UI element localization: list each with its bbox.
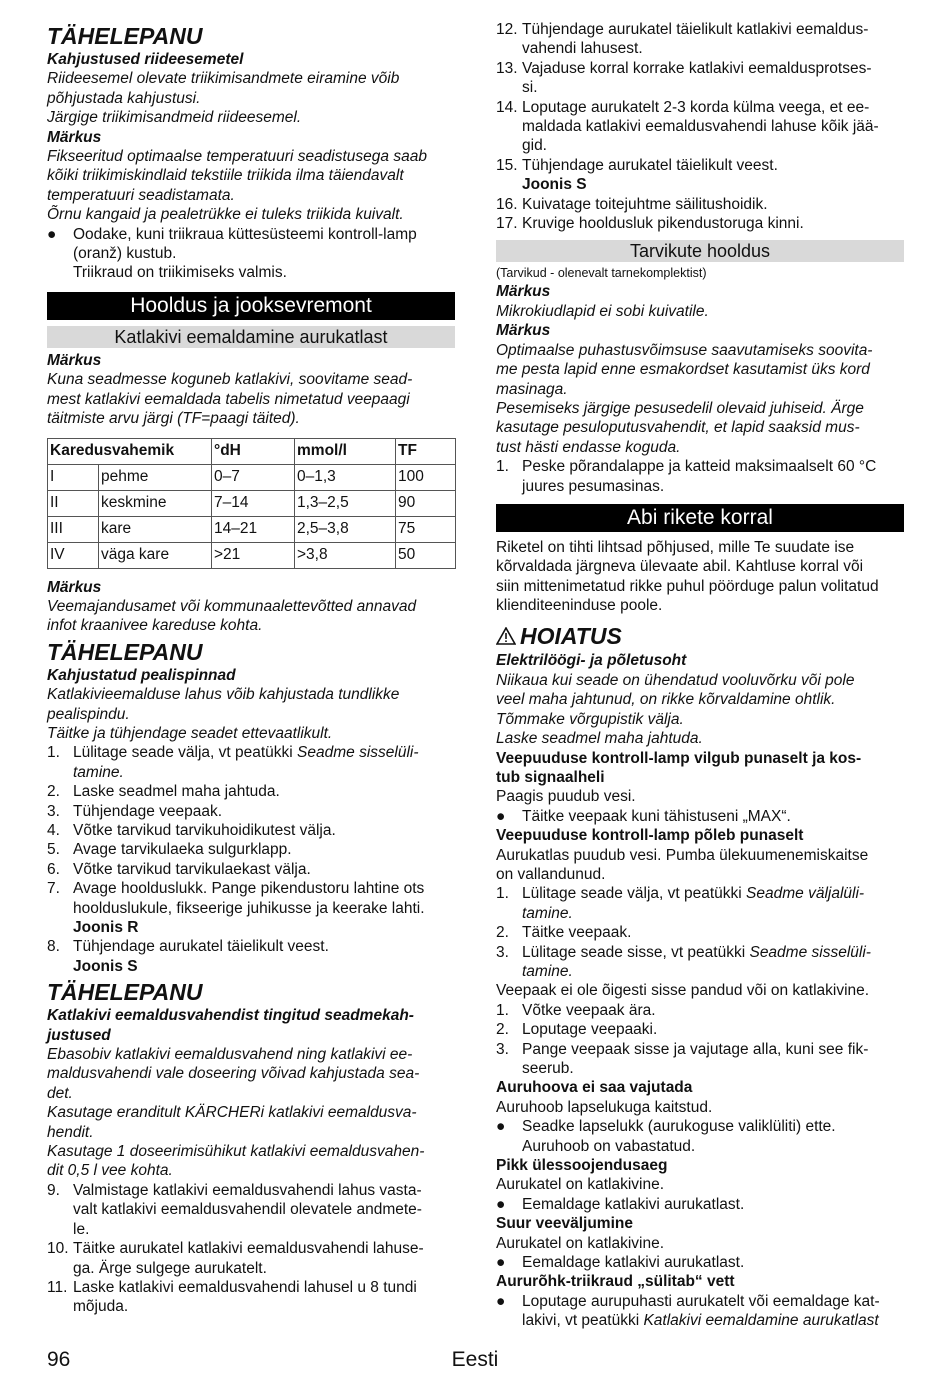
text-line: Lülitage seade sisse, vt peatükki <box>522 943 746 961</box>
table-cell: kare <box>99 516 212 542</box>
warning-subtitle: justused <box>47 1026 111 1044</box>
warning-subtitle: Elektrilöögi- ja põletusoht <box>496 652 687 670</box>
step-number: 16. <box>496 195 518 213</box>
list-item <box>496 923 904 942</box>
list-item <box>496 98 904 156</box>
text-line: masinaga. <box>496 380 568 398</box>
chapter-reference: Katlakivi eemaldamine aurukatlast <box>643 1312 879 1330</box>
subsection-heading: Tarvikute hooldus <box>496 240 904 262</box>
list-item <box>47 782 455 801</box>
problem-heading: Veepuuduse kontroll-lamp põleb punaselt <box>496 827 804 845</box>
list-item <box>496 943 904 982</box>
problem-heading: tub signaalheli <box>496 768 605 786</box>
text-line: Laske katlakivi eemaldusvahendi lahusel u 8 tundi <box>73 1278 417 1296</box>
warning-heading: TÄHELEPANU <box>47 23 203 49</box>
text-line: Riketel on tihti lihtsad põhjused, mille Te suudate ise <box>496 538 855 556</box>
text-line: temperatuuri seadistamata. <box>47 186 235 204</box>
text-line: Tühjendage veepaak. <box>73 802 223 820</box>
text-line: Pange veepaak sisse ja vajutage alla, kuni see fik- <box>522 1040 869 1058</box>
table-cell: 0–7 <box>212 464 295 490</box>
text-line: hoolduslukule, fikseerige juhikusse ja keerake lahti. <box>73 899 425 917</box>
step-number: 1. <box>496 885 509 903</box>
list-item <box>47 821 455 840</box>
text-line: Riideesemel olevate triikimisandmete eiramine võib <box>47 70 400 88</box>
table-header-row <box>48 438 456 464</box>
list-item <box>496 195 904 214</box>
table-cell: II <box>48 490 99 516</box>
text-line: Auruhoob on vabastatud. <box>522 1137 696 1155</box>
table-cell: IV <box>48 542 99 568</box>
text-line: maldusvahendi vale doseering võivad kahjustada sea- <box>47 1065 420 1083</box>
text-line: Optimaalse puhastusvõimsuse saavutamiseks soovita- <box>496 341 873 359</box>
list-item <box>47 743 455 782</box>
text-line: Täitke aurukatel katlakivi eemaldusvahendi lahuse- <box>73 1240 424 1258</box>
section-heading: Abi rikete korral <box>496 504 904 532</box>
text-line: juures pesumasinas. <box>522 477 665 495</box>
step-number: 5. <box>47 841 60 859</box>
step-number: 2. <box>496 1021 509 1039</box>
right-column <box>496 20 904 1331</box>
list-item <box>496 1001 904 1020</box>
table-row <box>48 542 456 568</box>
step-number: 11. <box>47 1278 68 1296</box>
list-item <box>496 457 904 496</box>
text-line: maldada katlakivi eemaldusvahendi lahuse kõik jää- <box>522 118 879 136</box>
step-number: 1. <box>47 744 60 762</box>
text-line: Veepaak ei ole õigesti sisse pandud või on katlakivine. <box>496 982 870 1000</box>
table-cell: 75 <box>396 516 456 542</box>
table-cell: 90 <box>396 490 456 516</box>
text-line: Niikaua kui seade on ühendatud vooluvõrku või pole <box>496 671 855 689</box>
warning-subtitle: Kahjustused riideesemetel <box>47 51 244 68</box>
text-line: det. <box>47 1084 73 1102</box>
table-cell: >21 <box>212 542 295 568</box>
step-number: 7. <box>47 880 60 898</box>
figure-reference: Joonis S <box>522 176 587 194</box>
text-line: Aurukatlas puudub vesi. Pumba ülekuumenemiskaitse <box>496 846 869 864</box>
table-header: TF <box>396 438 456 464</box>
table-cell: I <box>48 464 99 490</box>
text-line: Katlakivieemalduse lahus võib kahjustada tundlikke <box>47 686 400 704</box>
text-line: kõrvaldada järgneva ülevaate abil. Kahtluse korral või <box>496 558 864 576</box>
bullet-item <box>496 1195 904 1214</box>
text-line: dit 0,5 l vee kohta. <box>47 1162 173 1180</box>
text-line: veel maha jahtunud, on rikke kõrvaldamine ohtlik. <box>496 691 836 709</box>
table-row <box>48 464 456 490</box>
table-cell: 1,3–2,5 <box>295 490 396 516</box>
text-line: Veemajandusamet või kommunaalettevõtted annavad <box>47 597 417 615</box>
text-line: Paagis puudub vesi. <box>496 788 636 806</box>
bullet-item <box>47 225 455 283</box>
hardness-table <box>47 438 456 569</box>
chapter-reference: Seadme sisselüli- <box>745 943 871 961</box>
text-line: Eemaldage katlakivi aurukatlast. <box>522 1195 745 1213</box>
step-number: 6. <box>47 860 60 878</box>
text-line: Võtke veepaak ära. <box>522 1001 656 1019</box>
table-cell: 0–1,3 <box>295 464 396 490</box>
text-line: Võtke tarvikud tarvikuhoidikutest välja. <box>73 821 336 839</box>
subsection-heading: Katlakivi eemaldamine aurukatlast <box>47 326 455 348</box>
page-number: 96 <box>47 1348 71 1371</box>
step-number: 14. <box>496 98 518 116</box>
text-line: Täitke ja tühjendage seadet ettevaatlikult. <box>47 724 333 742</box>
text-line: Tühjendage aurukatel täielikult veest. <box>73 938 329 956</box>
list-item <box>47 840 455 859</box>
table-cell: 50 <box>396 542 456 568</box>
text-line: Kruvige hooldusluk pikendustoruga kinni. <box>522 215 804 233</box>
table-cell: keskmine <box>99 490 212 516</box>
text-line: mõjuda. <box>73 1298 129 1316</box>
step-number: 8. <box>47 938 60 956</box>
table-cell: pehme <box>99 464 212 490</box>
text-line: Kuna seadmesse koguneb katlakivi, soovitame sead- <box>47 371 413 389</box>
text-line: Õrnu kangaid ja pealetrükke ei tuleks triikida kuivalt. <box>47 206 404 224</box>
bullet-icon: ● <box>496 807 506 825</box>
text-line: Tühjendage aurukatel täielikult katlakivi eemaldus- <box>522 21 869 38</box>
list-item <box>496 884 904 923</box>
table-header: °dH <box>212 438 295 464</box>
table-cell: 14–21 <box>212 516 295 542</box>
problem-heading: Aururõhk-triikraud „sülitab“ vett <box>496 1273 735 1291</box>
bullet-icon: ● <box>47 225 57 243</box>
note-label: Märkus <box>47 128 102 146</box>
text-line: Loputage aurukatelt 2-3 korda külma veega, et ee- <box>522 98 870 116</box>
warning-subtitle: Kahjustatud pealispinnad <box>47 666 236 684</box>
table-cell: 2,5–3,8 <box>295 516 396 542</box>
text-line: pealispindu. <box>47 705 130 723</box>
text-line: Võtke tarvikud tarvikulaekast välja. <box>73 860 311 878</box>
text-line: Eemaldage katlakivi aurukatlast. <box>522 1254 745 1272</box>
text-line: kõiki triikimiskindlaid tekstiile triikida ilma täiendavalt <box>47 167 404 185</box>
list-item <box>496 1040 904 1079</box>
table-row <box>48 490 456 516</box>
warning-title: HOIATUS <box>520 622 622 649</box>
text-line: Aurukatel on katlakivine. <box>496 1234 665 1252</box>
bullet-item <box>496 807 904 826</box>
step-number: 3. <box>496 1040 509 1058</box>
text-line: Valmistage katlakivi eemaldusvahendi lahus vasta- <box>73 1181 422 1199</box>
warning-subtitle: Katlakivi eemaldusvahendist tingitud seadmekah- <box>47 1007 414 1025</box>
step-number: 9. <box>47 1181 60 1199</box>
text-line: Lülitage seade välja, vt peatükki <box>73 744 293 762</box>
table-row <box>48 516 456 542</box>
chapter-reference: tamine. <box>522 962 573 980</box>
text-line: tust hästi endasse koguda. <box>496 438 681 456</box>
text-line: Täitke veepaak. <box>522 924 632 942</box>
text-line: (oranž) kustub. <box>73 245 177 263</box>
step-number: 1. <box>496 458 509 476</box>
text-line: valt katlakivi eemaldusvahendil olevatele andmete- <box>73 1201 422 1219</box>
warning-triangle-icon <box>496 623 520 651</box>
text-line: Auruhoob lapselukuga kaitstud. <box>496 1098 713 1116</box>
text-line: Pesemiseks järgige pesusedelil olevaid juhiseid. Ärge <box>496 399 864 417</box>
table-cell: III <box>48 516 99 542</box>
text-line: me pesta lapid enne esmakordset kasutamist üks kord <box>496 361 870 379</box>
step-number: 4. <box>47 821 60 839</box>
chapter-reference: Seadme väljalüli- <box>741 885 865 903</box>
bullet-icon: ● <box>496 1118 506 1136</box>
text-line: Aurukatel on katlakivine. <box>496 1176 665 1194</box>
step-number: 1. <box>496 1001 509 1019</box>
list-item <box>496 59 904 98</box>
list-item <box>47 937 455 976</box>
text-line: Seadke lapselukk (aurukoguse valiklüliti) ette. <box>522 1118 836 1136</box>
text-line: Täitke veepaak kuni tähistuseni „MAX“. <box>522 807 791 825</box>
table-header: Karedusvahemik <box>48 438 212 464</box>
text-line: Lülitage seade välja, vt peatükki <box>522 885 742 903</box>
text-line: seerub. <box>522 1060 574 1078</box>
step-number: 3. <box>47 802 60 820</box>
text-line: Kasutage 1 doseerimisühikut katlakivi eemaldusvahen- <box>47 1143 425 1161</box>
text-line: Peske põrandalappe ja katteid maksimaalselt 60 °C <box>522 458 877 476</box>
text-line: klienditeeninduse poole. <box>496 597 663 615</box>
warning-heading: TÄHELEPANU <box>47 979 203 1006</box>
text-line: kasutage pesuloputusvahendit, et lapid saaksid mus- <box>496 419 860 437</box>
text-line: Kasutage eranditult KÄRCHERi katlakivi eemaldusva- <box>47 1104 417 1122</box>
list-item <box>47 879 455 937</box>
problem-heading: Pikk ülessoojendusaeg <box>496 1157 668 1175</box>
warning-heading: TÄHELEPANU <box>47 638 203 665</box>
text-line: Laske seadmel maha jahtuda. <box>496 730 703 748</box>
bullet-item <box>496 1292 904 1331</box>
text-line: Tühjendage aurukatel täielikult veest. <box>522 156 778 174</box>
list-item <box>496 20 904 59</box>
text-line: Oodake, kuni triikraua küttesüsteemi kontroll-lamp <box>73 225 417 243</box>
text-line: Kuivatage toitejuhtme säilitushoidik. <box>522 195 768 213</box>
list-item <box>47 1181 455 1239</box>
step-number: 3. <box>496 943 509 961</box>
table-cell: väga kare <box>99 542 212 568</box>
list-item <box>496 1020 904 1039</box>
text-line: mest katlakivi eemaldada tabelis nimetatud veepaagi <box>47 390 410 408</box>
note-label: Märkus <box>496 283 551 301</box>
text-line: Fikseeritud optimaalse temperatuuri seadistusega saab <box>47 148 427 166</box>
text-line: Triikraud on triikimiseks valmis. <box>73 264 287 282</box>
text-line: hendit. <box>47 1123 94 1141</box>
section-heading: Hooldus ja jooksevremont <box>47 292 455 320</box>
list-item <box>47 1278 455 1317</box>
note-label: Märkus <box>496 322 551 340</box>
list-item <box>496 214 904 233</box>
bullet-item <box>496 1253 904 1272</box>
chapter-reference: tamine. <box>522 904 573 922</box>
text-line: Mikrokiudlapid ei sobi kuivatile. <box>496 302 709 320</box>
table-cell: 100 <box>396 464 456 490</box>
text-line: Tõmmake võrgupistik välja. <box>496 710 684 728</box>
text-line: täitmiste arvu järgi (TF=paagi täited). <box>47 410 300 428</box>
bullet-icon: ● <box>496 1195 506 1213</box>
text-line: on vallandunud. <box>496 865 606 883</box>
language-label: Eesti <box>451 1348 499 1371</box>
table-cell: 7–14 <box>212 490 295 516</box>
text-line: ga. Ärge sulgege aurukatelt. <box>73 1259 267 1277</box>
text-line: Avage hoolduslukk. Pange pikendustoru lahtine ots <box>73 880 425 898</box>
text-line: le. <box>73 1220 90 1238</box>
list-item <box>47 1239 455 1278</box>
text-line: lakivi, vt peatükki <box>522 1312 644 1330</box>
step-number: 2. <box>496 924 509 942</box>
list-item <box>47 802 455 821</box>
list-item <box>496 156 904 195</box>
list-item <box>47 860 455 879</box>
text-line: Ebasobiv katlakivi eemaldusvahend ning katlakivi ee- <box>47 1046 413 1064</box>
step-number: 17. <box>496 215 518 233</box>
step-number: 13. <box>496 59 518 77</box>
chapter-reference: tamine. <box>73 763 124 781</box>
problem-heading: Suur veeväljumine <box>496 1215 633 1233</box>
problem-heading: Veepuuduse kontroll-lamp vilgub punaselt ja kos- <box>496 749 862 767</box>
text-line: siin mittenimetatud rikke puhul pöörduge palun volitatud <box>496 577 879 595</box>
step-number: 10. <box>47 1240 69 1258</box>
text-line: vahendi lahusest. <box>522 40 643 58</box>
table-header: mmol/l <box>295 438 396 464</box>
text-line: Laske seadmel maha jahtuda. <box>73 783 280 801</box>
bullet-icon: ● <box>496 1292 506 1310</box>
text-line: põhjustada kahjustusi. <box>47 89 201 107</box>
text-line: Loputage aurupuhasti aurukatelt või eemaldage kat- <box>522 1292 880 1310</box>
text-line: Loputage veepaaki. <box>522 1021 658 1039</box>
text-line: infot kraanivee kareduse kohta. <box>47 617 263 635</box>
chapter-reference: Seadme sisselüli- <box>292 744 419 762</box>
bullet-item <box>496 1117 904 1156</box>
left-column <box>47 20 455 1317</box>
text-line: Avage tarvikulaeka sulgurklapp. <box>73 841 292 859</box>
step-number: 12. <box>496 21 518 38</box>
text-line: Järgige triikimisandmeid riideesemel. <box>47 109 302 127</box>
note-label: Märkus <box>47 578 102 596</box>
hoiatus-heading <box>496 622 904 652</box>
text-line: Vajaduse korral korrake katlakivi eemaldusprotses- <box>522 59 872 77</box>
problem-heading: Auruhoova ei saa vajutada <box>496 1079 693 1097</box>
figure-reference: Joonis R <box>73 919 139 936</box>
figure-reference: Joonis S <box>73 957 138 975</box>
table-cell: >3,8 <box>295 542 396 568</box>
bullet-icon: ● <box>496 1254 506 1272</box>
text-line: si. <box>522 79 538 97</box>
step-number: 15. <box>496 156 518 174</box>
text-line: gid. <box>522 137 547 155</box>
step-number: 2. <box>47 783 60 801</box>
small-note: (Tarvikud - olenevalt tarnekomplektist) <box>496 266 707 281</box>
note-label: Märkus <box>47 351 102 369</box>
